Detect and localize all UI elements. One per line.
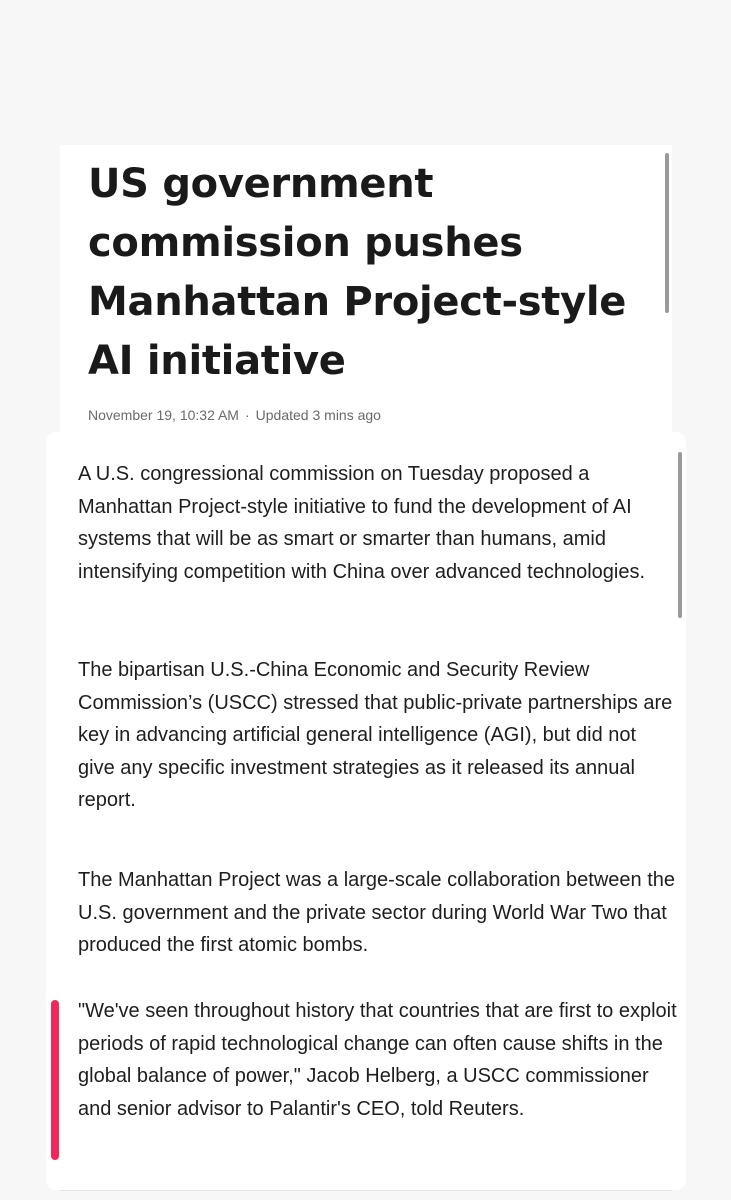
- article-paragraph-2: The bipartisan U.S.-China Economic and Security Review Commission’s (USCC) stressed that public-private partnerships are key in advancing artificial general intelligence (AGI), but did not give any specific investment strategies as it released its annual report.: [78, 659, 673, 811]
- article-body-card: [46, 432, 686, 1190]
- article-quote-paragraph: "We've seen throughout history that countries that are first to exploit periods of rapid technological change can often cause shifts in the global balance of power," Jacob Helberg, a USCC commissioner and senior advisor to Palantir's CEO, told Reuters.: [78, 1000, 677, 1120]
- header-scrollbar[interactable]: [665, 153, 669, 313]
- quote-highlight-mark: [51, 1000, 59, 1160]
- meta-separator: ·: [244, 407, 250, 423]
- article-headline: US government commission pushes Manhattan Project-style AI initiative: [88, 161, 627, 384]
- article-updated: Updated 3 mins ago: [255, 407, 381, 423]
- article-paragraph-3: The Manhattan Project was a large-scale collaboration between the U.S. government and the private sector during World War Two that produced the first atomic bombs.: [78, 869, 676, 956]
- article-timestamp: November 19, 10:32 AM: [88, 407, 239, 423]
- bottom-divider: [60, 1190, 672, 1191]
- article-paragraph-1: A U.S. congressional commission on Tuesday proposed a Manhattan Project-style initiative to fund the development of AI systems that will be as smart or smarter than humans, amid intensifying competition with China over advanced technologies.: [78, 463, 646, 583]
- body-scrollbar[interactable]: [678, 452, 682, 618]
- article-header-card: [60, 145, 672, 445]
- article-meta: [88, 407, 381, 423]
